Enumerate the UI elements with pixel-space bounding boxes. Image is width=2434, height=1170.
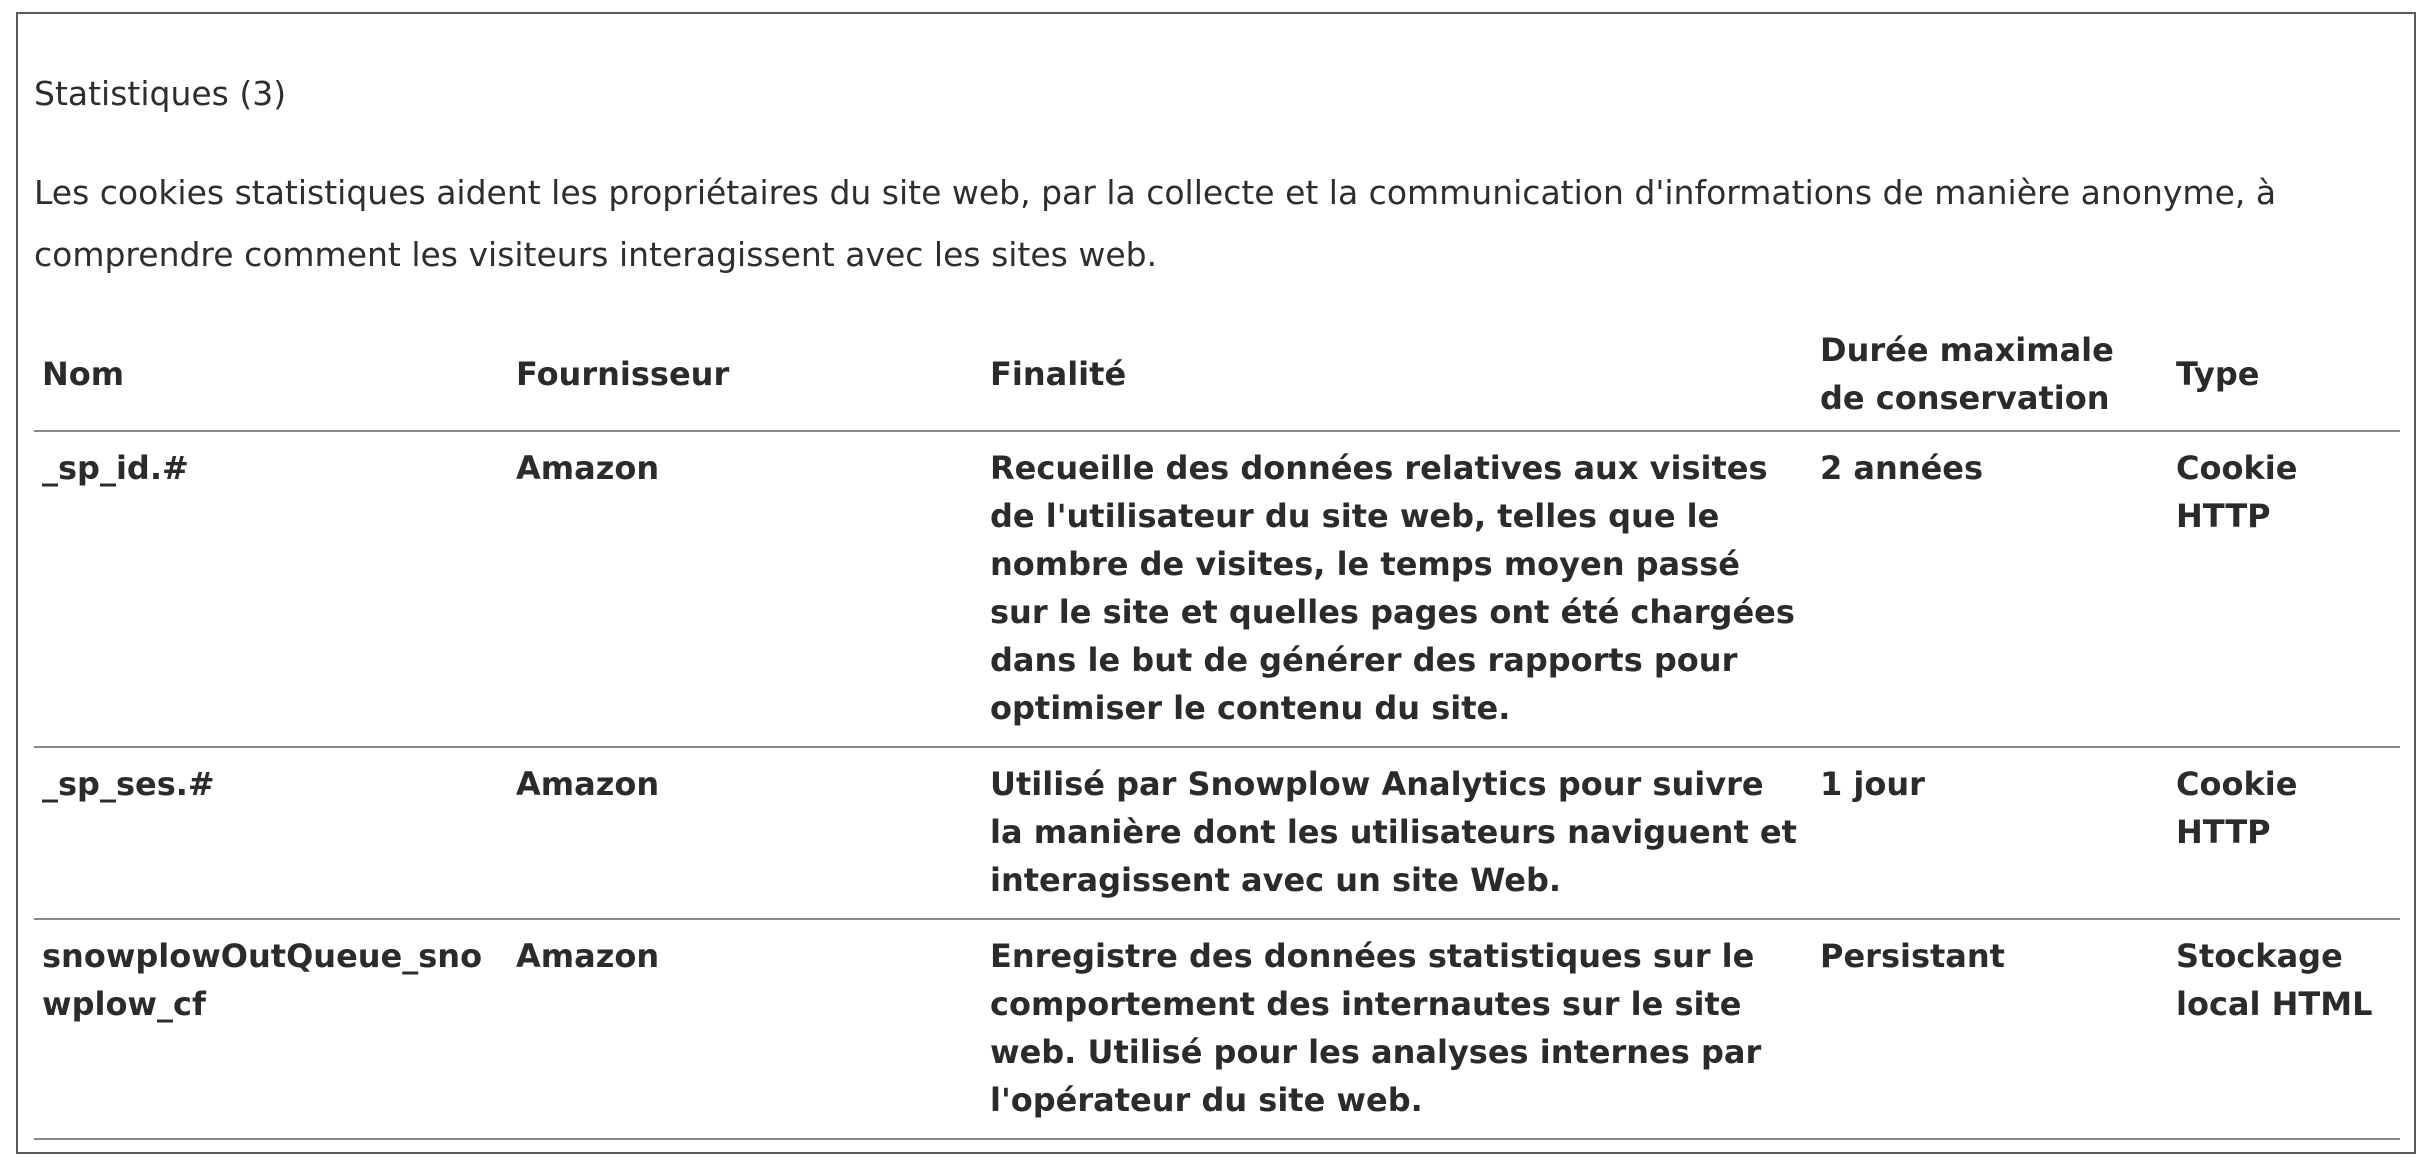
cookie-provider: Amazon (508, 747, 982, 919)
section-title: Statistiques (3) (34, 74, 287, 113)
table-row (34, 747, 2400, 919)
cookie-purpose: Enregistre des données statistiques sur le comportement des internautes sur le site web. Utilisé pour les analyses internes par l'opérateur du site web. (982, 919, 1812, 1139)
cookie-type: Cookie HTTP (2168, 747, 2400, 919)
cookie-provider: Amazon (508, 431, 982, 747)
cookie-type: Cookie HTTP (2168, 431, 2400, 747)
cookie-duration: 1 jour (1812, 747, 2168, 919)
cookie-type: Stockage local HTML (2168, 919, 2400, 1139)
section-description: Les cookies statistiques aident les propriétaires du site web, par la collecte et la communication d'informations de manière anonyme, à comprendre comment les visiteurs interagissent avec les sites web. (34, 173, 2277, 274)
cookie-table (34, 322, 2400, 1140)
column-header-name: Nom (34, 322, 508, 431)
cookie-name: snowplowOutQueue_snowplow_cf (34, 919, 508, 1139)
cookie-duration: Persistant (1812, 919, 2168, 1139)
cookie-duration: 2 années (1812, 431, 2168, 747)
table-header-row (34, 322, 2400, 431)
cookie-name: _sp_id.# (34, 431, 508, 747)
cookie-purpose: Utilisé par Snowplow Analytics pour suivre la manière dont les utilisateurs naviguent et interagissent avec un site Web. (982, 747, 1812, 919)
column-header-provider: Fournisseur (508, 322, 982, 431)
column-header-type: Type (2168, 322, 2400, 431)
cookie-name: _sp_ses.# (34, 747, 508, 919)
table-row (34, 431, 2400, 747)
cookie-purpose: Recueille des données relatives aux visites de l'utilisateur du site web, telles que le nombre de visites, le temps moyen passé sur le site et quelles pages ont été chargées dans le but de générer des rapports pour optimiser le contenu du site. (982, 431, 1812, 747)
table-row (34, 919, 2400, 1139)
column-header-duration: Durée maximale de conservation (1812, 322, 2168, 431)
column-header-purpose: Finalité (982, 322, 1812, 431)
cookie-provider: Amazon (508, 919, 982, 1139)
